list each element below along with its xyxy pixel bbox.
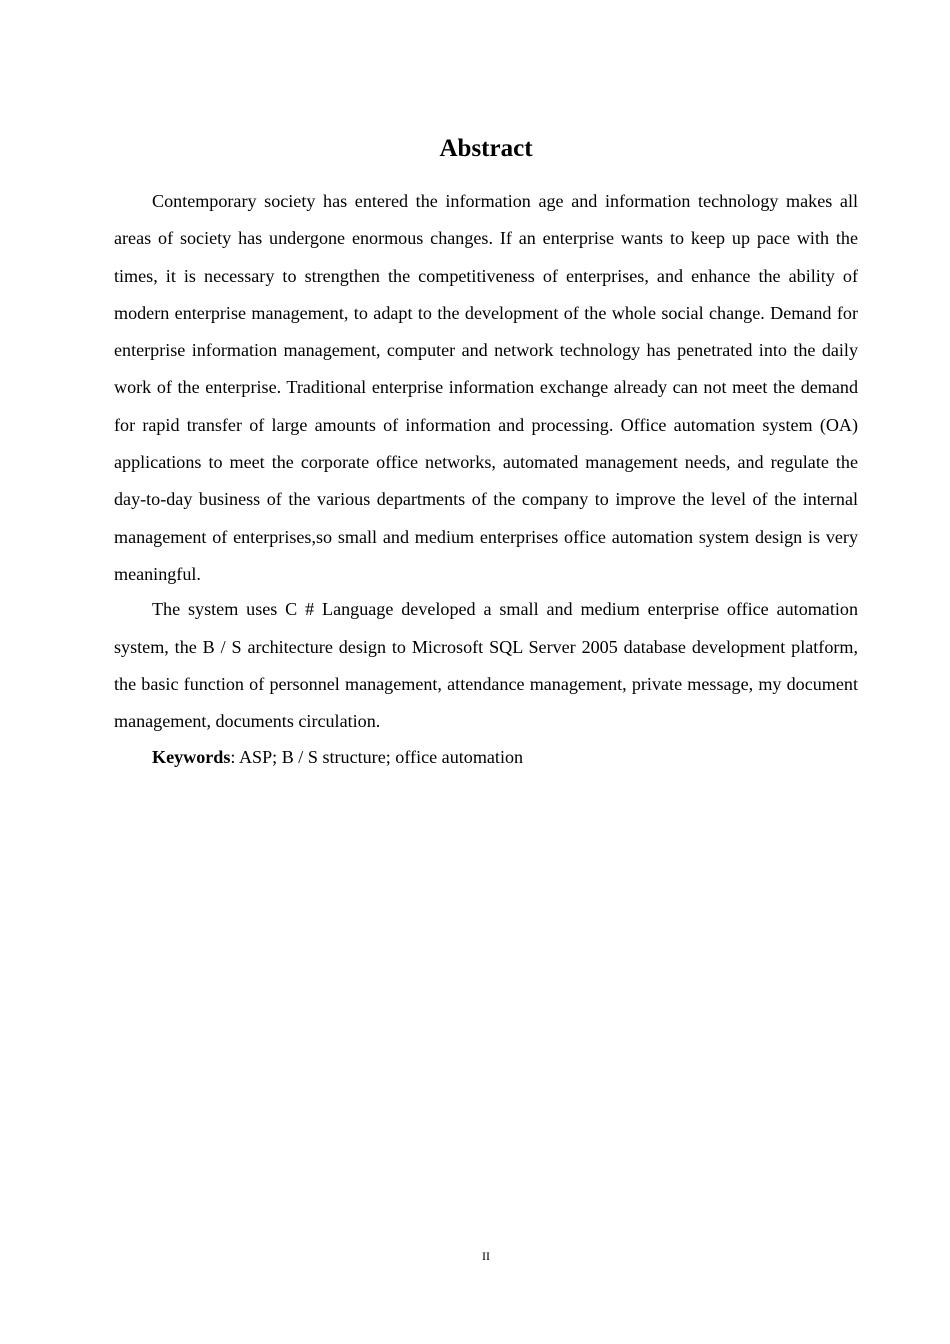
- keywords-label: Keywords: [152, 747, 231, 768]
- keywords-separator: :: [230, 747, 239, 768]
- abstract-paragraph-2: The system uses C # Language developed a small and medium enterprise office automation system, the B / S architecture design to Microsoft SQL Server 2005 database development platform, the basic function of personnel management, attendance management, private message, my document management, documents circulation.: [114, 599, 858, 732]
- keywords-value: ASP; B / S structure; office automation: [238, 747, 524, 768]
- page-number: II: [482, 1249, 490, 1263]
- abstract-body: [114, 183, 858, 777]
- abstract-title: Abstract: [439, 135, 533, 162]
- keywords-line: [114, 739, 858, 776]
- abstract-paragraph-1: Contemporary society has entered the information age and information technology makes all areas of society has undergone enormous changes. If an enterprise wants to keep up pace with the times, it is necessary to strengthen the competitiveness of enterprises, and enhance the ability of modern enterprise management, to adapt to the development of the whole social change. Demand for enterprise information management, computer and network technology has penetrated into the daily work of the enterprise. Traditional enterprise information exchange already can not meet the demand for rapid transfer of large amounts of information and processing. Office automation system (OA) applications to meet the corporate office networks, automated management needs, and regulate the day-to-day business of the various departments of the company to improve the level of the internal management of enterprises,so small and medium enterprises office automation system design is very meaningful.: [114, 191, 858, 584]
